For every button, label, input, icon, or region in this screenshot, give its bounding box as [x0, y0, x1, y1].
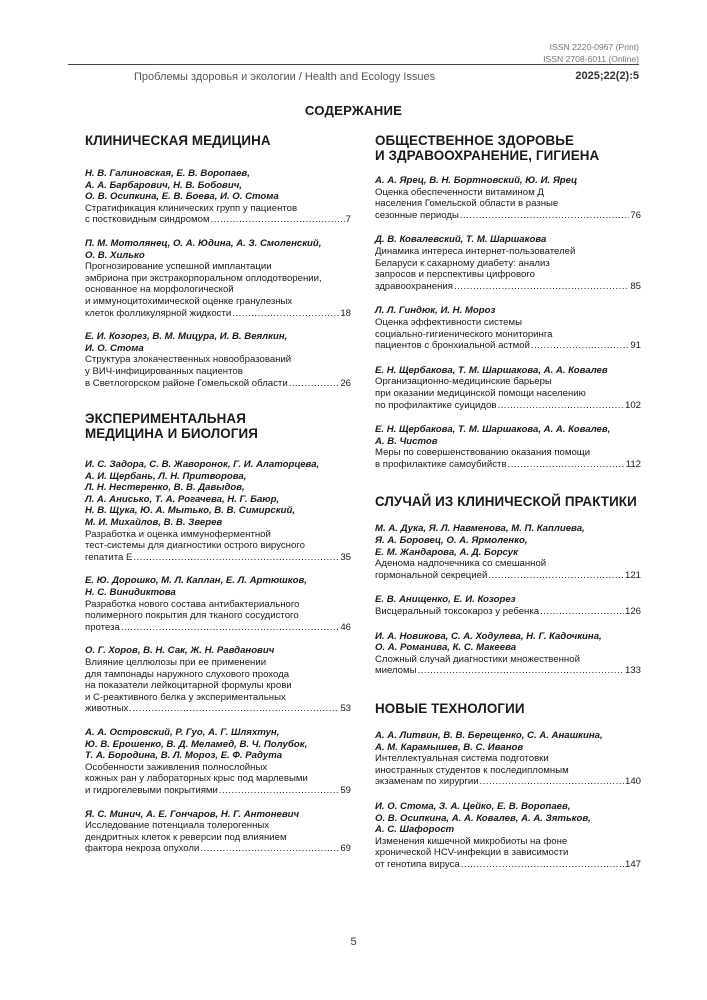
- entry-leader: [375, 606, 641, 618]
- toc-entry[interactable]: [85, 809, 351, 855]
- entry-title-last-line: здравоохранения: [375, 280, 453, 292]
- entry-authors: Л. Л. Гиндюк, И. Н. Мороз: [375, 305, 496, 317]
- entry-title: Стратификация клинических групп у пациентов: [85, 202, 298, 214]
- entry-leader: [375, 281, 641, 293]
- toc-entry[interactable]: [375, 631, 641, 677]
- section-title: СЛУЧАЙ ИЗ КЛИНИЧЕСКОЙ ПРАКТИКИ: [375, 494, 637, 510]
- dot-leader: [219, 785, 339, 797]
- entry-title-last-line: и гидрогелевыми покрытиями: [85, 784, 218, 796]
- issn-block: [543, 42, 639, 65]
- entry-title: Структура злокачественных новообразований у ВИЧ-инфицированных пациентов: [85, 354, 292, 377]
- toc-column-left: [85, 133, 351, 867]
- dot-leader: [418, 665, 624, 677]
- issn-print: ISSN 2220-0967 (Print): [549, 42, 639, 52]
- entry-title-last-line: по профилактике суицидов: [375, 399, 497, 411]
- dot-leader: [211, 214, 345, 226]
- entry-leader: [375, 859, 641, 871]
- entry-leader: [85, 785, 351, 797]
- entry-leader: [85, 552, 351, 564]
- entry-title: Интеллектуальная система подготовки иностранных студентов к последипломным: [375, 753, 569, 776]
- entry-leader: [375, 340, 641, 352]
- entry-page: 140: [624, 776, 641, 788]
- entry-title: Особенности заживления полнослойных кожных ран у лабораторных крыс под марлевыми: [85, 761, 308, 785]
- entry-title-last-line: протеза: [85, 621, 120, 633]
- entry-leader: [375, 570, 641, 582]
- entry-title-last-line: с постковидным синдромом: [85, 214, 210, 226]
- dot-leader: [232, 308, 339, 320]
- toc-entry[interactable]: [85, 238, 351, 319]
- dot-leader: [497, 400, 624, 412]
- entry-title-last-line: в профилактике самоубийств: [375, 458, 507, 470]
- toc-entry[interactable]: [375, 594, 641, 617]
- entry-page: 121: [624, 569, 641, 581]
- entry-leader: [375, 776, 641, 788]
- entry-title-last-line: животных: [85, 703, 129, 715]
- entry-page: 102: [624, 399, 641, 411]
- dot-leader: [508, 459, 625, 471]
- entry-title-last-line: гормональной секрецией: [375, 569, 488, 581]
- entry-title: Разработка и оценка иммуноферментной тест-системы для диагностики острого вирусного: [85, 528, 305, 552]
- entry-authors: Е. И. Козорез, В. М. Мицура, И. В. Веялкин, И. О. Стома: [85, 331, 288, 354]
- dot-leader: [129, 703, 339, 715]
- entry-authors: И. О. Стома, З. А. Цейко, Е. В. Воропаев, О. В. Осипкина, А. А. Ковалев, А. А. Зятьков, А. С. Шафорост: [375, 800, 591, 836]
- entry-page: 18: [340, 307, 351, 319]
- toc-entry[interactable]: [85, 727, 351, 797]
- entry-title: Аденома надпочечника со смешанной: [375, 558, 547, 570]
- entry-page: 112: [625, 458, 641, 470]
- contents-title: СОДЕРЖАНИЕ: [304, 103, 403, 118]
- entry-page: 133: [624, 665, 641, 677]
- header-divider: [68, 64, 639, 65]
- entry-title-last-line: Висцеральный токсокароз у ребенка: [375, 606, 540, 618]
- entry-leader: [375, 400, 641, 412]
- entry-authors: О. Г. Хоров, В. Н. Сак, Ж. Н. Равданович: [85, 645, 275, 657]
- dot-leader: [200, 843, 339, 855]
- section-title: КЛИНИЧЕСКАЯ МЕДИЦИНА: [85, 133, 271, 148]
- entry-title: Оценка обеспеченности витамином Д населения Гомельской области в разные: [375, 186, 559, 210]
- entry-page: 76: [630, 209, 641, 221]
- entry-page: 53: [340, 703, 351, 715]
- entry-leader: [85, 843, 351, 855]
- entry-authors: А. А. Островский, Р. Гуо, А. Г. Шляхтун, Ю. В. Ерошенко, В. Д. Меламед, В. Ч. Полубок, Т. А. Бородина, В. Л. Мороз, Е. Ф. Радута: [85, 726, 308, 762]
- entry-leader: [375, 459, 641, 471]
- entry-authors: И. С. Задора, С. В. Жаворонок, Г. И. Алаторцева, А. И. Щербань, Л. Н. Притворова, Л. Н. Нестеренко, В. В. Давыдов, Л. А. Анисько, Т. А. Рогачева, Н. Г. Баюр, Н. В. Щука, Ю. А. Мытько, В. В. Симирский, М. И. Михайлов, В. В. Зверев: [85, 459, 320, 529]
- toc-entry[interactable]: [375, 175, 641, 221]
- toc-entry[interactable]: [375, 424, 641, 470]
- entry-title: Меры по совершенствованию оказания помощи: [375, 447, 591, 459]
- entry-title: Организационно-медицинские барьеры при оказании медицинской помощи населению: [375, 376, 586, 399]
- entry-authors: А. А. Ярец, В. Н. Бортновский, Ю. И. Ярец: [375, 175, 578, 186]
- entry-page: 147: [624, 858, 641, 870]
- entry-leader: [85, 308, 351, 320]
- section-title: ОБЩЕСТВЕННОЕ ЗДОРОВЬЕ И ЗДРАВООХРАНЕНИЕ, ГИГИЕНА: [375, 133, 600, 163]
- entry-page: 7: [345, 214, 351, 226]
- entry-authors: Е. Ю. Дорошко, М. Л. Каплан, Е. Л. Артюшков, Н. С. Винидиктова: [85, 575, 307, 599]
- entry-leader: [375, 665, 641, 677]
- entry-title: Влияние целлюлозы при ее применении для тампонады наружного слухового прохода на показатели лейкоцитарной формулы крови и С-реактивного белка у экспериментальных: [85, 657, 292, 703]
- entry-title: Динамика интереса интернет-пользователей Беларуси к сахарному диабету: анализ запросов и перспективы цифрового: [375, 245, 576, 281]
- toc-entry[interactable]: [85, 331, 351, 389]
- entry-title-last-line: клеток фолликулярной жидкости: [85, 307, 232, 319]
- toc-entry[interactable]: [85, 575, 351, 633]
- entry-page: 85: [630, 280, 641, 292]
- entry-authors: Н. В. Галиновская, Е. В. Воропаев, А. А. Барбарович, Н. В. Бобович, О. В. Осипкина, Е. В. Боева, И. О. Стома: [85, 168, 279, 203]
- dot-leader: [460, 210, 629, 222]
- journal-title: Проблемы здоровья и экологии / Health and Ecology Issues: [134, 71, 436, 83]
- dot-leader: [540, 606, 624, 618]
- entry-page: 26: [340, 377, 351, 389]
- dot-leader: [531, 340, 629, 352]
- entry-page: 126: [624, 606, 641, 618]
- section-title: НОВЫЕ ТЕХНОЛОГИИ: [375, 701, 525, 716]
- toc-entry[interactable]: [375, 730, 641, 788]
- toc-entry[interactable]: [375, 365, 641, 411]
- dot-leader: [480, 776, 624, 788]
- page-number: 5: [350, 936, 357, 948]
- entry-title: Оценка эффективности системы социально-гигиенического мониторинга: [375, 316, 553, 340]
- toc-entry[interactable]: [375, 234, 641, 292]
- dot-leader: [461, 859, 624, 871]
- entry-authors: Д. В. Ковалевский, Т. М. Шаршакова: [375, 234, 547, 246]
- dot-leader: [488, 570, 624, 582]
- entry-leader: [85, 622, 351, 634]
- entry-title-last-line: пациентов с бронхиальной астмой: [375, 340, 530, 352]
- entry-title-last-line: от генотипа вируса: [375, 858, 460, 870]
- entry-page: 35: [340, 551, 351, 563]
- entry-title: Сложный случай диагностики множественной: [375, 653, 580, 665]
- dot-leader: [133, 552, 339, 564]
- entry-leader: [85, 214, 351, 226]
- entry-title-last-line: в Светлогорском районе Гомельской области: [85, 377, 288, 389]
- entry-leader: [85, 703, 351, 715]
- entry-title-last-line: экзаменам по хирургии: [375, 776, 479, 788]
- entry-title: Разработка нового состава антибактериального полимерного покрытия для тканого сосудистого: [85, 598, 300, 622]
- toc-entry[interactable]: [375, 523, 641, 581]
- toc-entry[interactable]: [375, 801, 641, 871]
- entry-page: 91: [630, 340, 641, 352]
- entry-title-last-line: миеломы: [375, 665, 417, 677]
- entry-authors: М. А. Дука, Я. Л. Навменова, М. П. Каплиева, Я. А. Боровец, О. А. Ярмоленко, Е. М. Жандарова, А. Д. Борсук: [375, 523, 585, 558]
- entry-title-last-line: фактора некроза опухоли: [85, 843, 200, 855]
- entry-leader: [375, 210, 641, 222]
- toc-column-right: [375, 133, 641, 871]
- dot-leader: [121, 622, 340, 634]
- entry-title: Прогнозирование успешной имплантации эмбриона при экстракорпоральном оплодотворении, основанное на морфологической и иммуноцитохимической оценке гранулезных: [85, 261, 322, 307]
- entry-title-last-line: гепатита Е: [85, 551, 133, 563]
- toc-entry[interactable]: [85, 168, 351, 226]
- entry-authors: Е. Н. Щербакова, Т. М. Шаршакова, А. А. Ковалев, А. В. Чистов: [375, 424, 611, 447]
- entry-authors: Е. Н. Щербакова, Т. М. Шаршакова, А. А. Ковалев: [375, 364, 608, 376]
- section-title: ЭКСПЕРИМЕНТАЛЬНАЯ МЕДИЦИНА И БИОЛОГИЯ: [85, 411, 258, 442]
- entry-authors: И. А. Новикова, С. А. Ходулева, Н. Г. Кадочкина, О. А. Романива, К. С. Макеева: [375, 630, 602, 654]
- entry-authors: А. А. Литвин, В. В. Берещенко, С. А. Анашкина, А. М. Карамышев, В. С. Иванов: [375, 730, 603, 753]
- dot-leader: [289, 378, 340, 390]
- entry-page: 46: [340, 621, 351, 633]
- entry-authors: П. М. Мотолянец, О. А. Юдина, А. З. Смоленский, О. В. Хилько: [85, 237, 322, 261]
- entry-page: 59: [340, 784, 351, 796]
- toc-entry[interactable]: [375, 305, 641, 351]
- entry-authors: Я. С. Минич, А. Е. Гончаров, Н. Г. Антоневич: [85, 808, 300, 820]
- entry-title: Изменения кишечной микробиоты на фоне хронической HCV-инфекции в зависимости: [375, 835, 569, 859]
- entry-authors: Е. В. Анищенко, Е. И. Козорез: [375, 594, 516, 606]
- toc-entry[interactable]: [85, 645, 351, 715]
- journal-volume: 2025;22(2):5: [575, 70, 639, 82]
- issn-online: ISSN 2708-6011 (Online): [543, 53, 639, 64]
- entry-leader: [85, 378, 351, 390]
- toc-entry[interactable]: [85, 459, 351, 563]
- entry-title: Исследование потенциала толерогенных дендритных клеток к реверсии под влиянием: [85, 820, 287, 843]
- entry-page: 69: [340, 843, 351, 855]
- dot-leader: [454, 281, 629, 293]
- entry-title-last-line: сезонные периоды: [375, 209, 459, 221]
